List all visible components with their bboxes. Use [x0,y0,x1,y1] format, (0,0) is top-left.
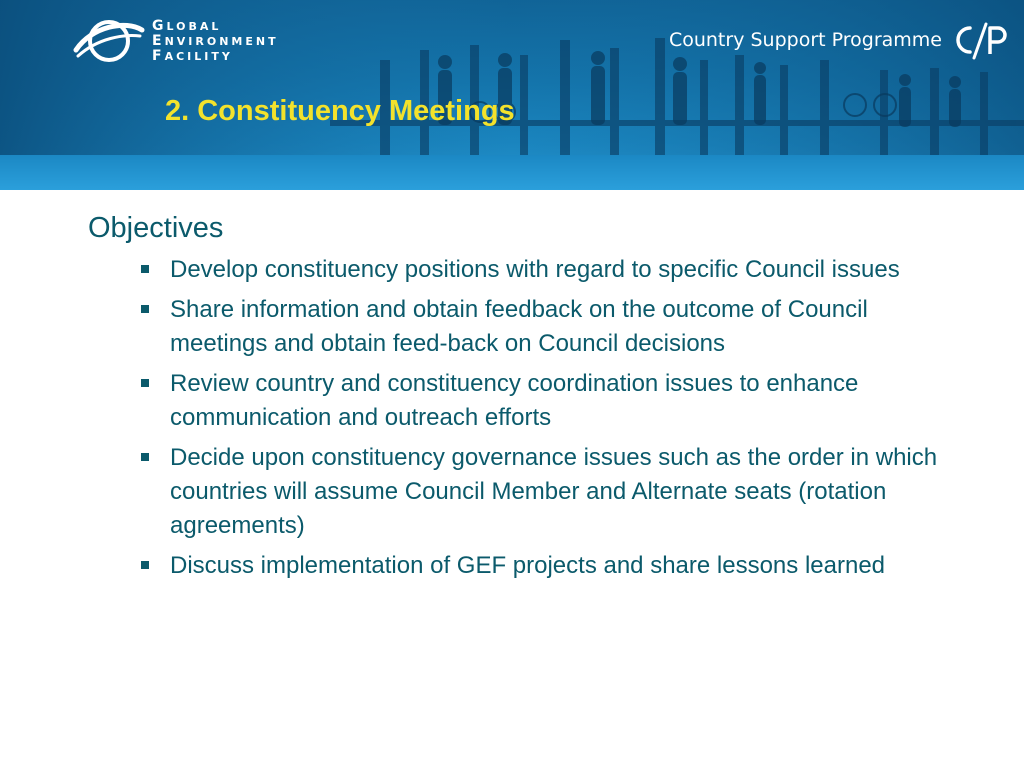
slide-body [88,212,968,589]
list-item-text: Decide upon constituency governance issues such as the order in which countries will assume Council Member and Alternate seats (rotation agreements) [170,444,938,539]
square-bullet-icon [141,305,149,313]
square-bullet-icon [141,265,149,273]
gef-globe-icon [72,16,146,66]
square-bullet-icon [141,379,149,387]
gef-word-environment: ENVIRONMENT [152,32,279,49]
csp-logo [669,20,1008,60]
list-item [88,293,968,361]
list-item-text: Review country and constituency coordination issues to enhance communication and outreach efforts [170,370,859,431]
gef-word-global: GLOBAL [152,17,222,34]
slide-title: 2. Constituency Meetings [165,95,515,127]
square-bullet-icon [141,453,149,461]
gef-wordmark [152,19,279,64]
csp-logo-icon [952,20,1008,60]
list-item [88,253,968,287]
gef-logo [72,16,279,66]
list-item-text: Develop constituency positions with regard to specific Council issues [170,256,900,283]
header-banner [0,0,1024,190]
objectives-list [88,253,968,583]
gef-word-facility: FACILITY [152,47,233,64]
banner-bottom-strip [0,155,1024,190]
list-item-text: Share information and obtain feedback on the outcome of Council meetings and obtain feed-back on Council decisions [170,296,868,357]
list-item [88,441,968,543]
list-item [88,549,968,583]
list-item-text: Discuss implementation of GEF projects and share lessons learned [170,552,886,579]
list-item [88,367,968,435]
section-heading: Objectives [88,212,224,244]
square-bullet-icon [141,561,149,569]
programme-name: Country Support Programme [668,29,942,51]
